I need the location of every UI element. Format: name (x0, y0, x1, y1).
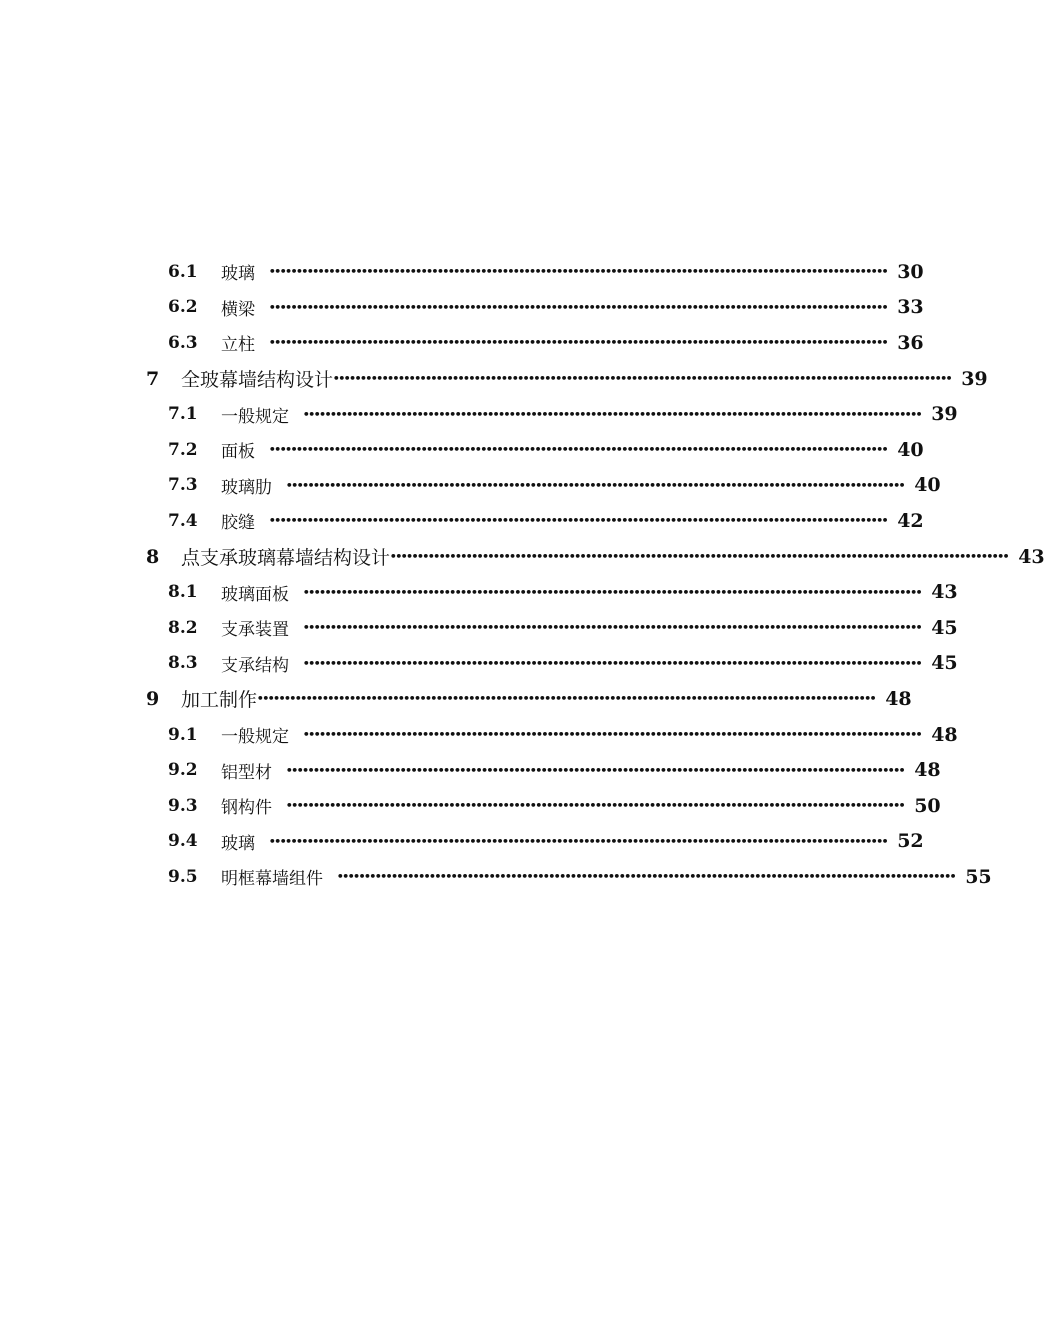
dot-leader: •••••••••••••••••••••••••••••••••••••••••••••••••••••••••••••••••••••••••••••••••••••••••••••••••••••••••••••••••• (337, 870, 956, 884)
section-number: 9.1 (168, 724, 198, 745)
toc-chapter-entry[interactable] (0, 361, 988, 397)
dot-leader: •••••••••••••••••••••••••••••••••••••••••••••••••••••••••••••••••••••••••••••••••••••••••••••••••••••••••••••••••• (269, 336, 888, 350)
dot-leader: •••••••••••••••••••••••••••••••••••••••••••••••••••••••••••••••••••••••••••••••••••••••••••••••••••••••••••••••••• (303, 585, 922, 599)
page-number: 43 (1018, 545, 1045, 568)
page-number: 55 (965, 865, 992, 888)
section-number: 9.3 (168, 795, 198, 816)
page-number: 45 (931, 652, 958, 675)
page-number: 36 (897, 331, 924, 354)
table-of-contents (0, 254, 1045, 895)
page-number: 48 (914, 759, 941, 782)
chapter-title: 加工制作 (181, 689, 258, 712)
section-number: 7.4 (168, 510, 198, 531)
dot-leader: •••••••••••••••••••••••••••••••••••••••••••••••••••••••••••••••••••••••••••••••••••••••••••••••••••••••••••••••••• (269, 265, 888, 279)
section-title: 明框幕墙组件 (221, 869, 323, 890)
toc-entry[interactable] (0, 468, 950, 504)
section-number: 8.3 (168, 653, 198, 674)
toc-entry[interactable] (0, 717, 958, 753)
toc-entry[interactable] (0, 432, 950, 468)
chapter-number: 7 (146, 367, 160, 390)
page-number: 52 (897, 830, 924, 853)
dot-leader: •••••••••••••••••••••••••••••••••••••••••••••••••••••••••••••••••••••••••••••••••••••••••••••••••••••••••••••••••• (257, 692, 876, 706)
page-number: 40 (897, 438, 924, 461)
page-number: 39 (961, 367, 988, 390)
section-number: 7.2 (168, 439, 198, 460)
section-number: 6.3 (168, 332, 198, 353)
section-number: 8.1 (168, 582, 198, 603)
chapter-number: 9 (146, 687, 160, 710)
section-number: 7.3 (168, 475, 198, 496)
section-title: 钢构件 (221, 798, 272, 819)
page-number: 48 (931, 723, 958, 746)
page-number: 48 (885, 687, 912, 710)
section-title: 玻璃 (221, 833, 255, 854)
toc-entry[interactable] (0, 396, 958, 432)
toc-entry[interactable] (0, 254, 950, 290)
dot-leader: •••••••••••••••••••••••••••••••••••••••••••••••••••••••••••••••••••••••••••••••••••••••••••••••••••••••••••••••••• (286, 478, 905, 492)
section-number: 7.1 (168, 404, 198, 425)
page-number: 30 (897, 260, 924, 283)
page-number: 43 (931, 581, 958, 604)
page-number: 33 (897, 296, 924, 319)
toc-entry[interactable] (0, 646, 958, 682)
section-number: 9.2 (168, 760, 198, 781)
dot-leader: •••••••••••••••••••••••••••••••••••••••••••••••••••••••••••••••••••••••••••••••••••••••••••••••••••••••••••••••••• (303, 728, 922, 742)
toc-chapter-entry[interactable] (0, 539, 1045, 575)
toc-entry[interactable] (0, 824, 950, 860)
section-title: 立柱 (221, 335, 255, 356)
chapter-number: 8 (146, 545, 160, 568)
chapter-title: 全玻幕墙结构设计 (181, 369, 334, 392)
dot-leader: •••••••••••••••••••••••••••••••••••••••••••••••••••••••••••••••••••••••••••••••••••••••••••••••••••••••••••••••••• (303, 621, 922, 635)
page-number: 45 (931, 616, 958, 639)
page-number: 40 (914, 474, 941, 497)
section-number: 6.2 (168, 297, 198, 318)
dot-leader: •••••••••••••••••••••••••••••••••••••••••••••••••••••••••••••••••••••••••••••••••••••••••••••••••••••••••••••••••• (269, 443, 888, 457)
dot-leader: •••••••••••••••••••••••••••••••••••••••••••••••••••••••••••••••••••••••••••••••••••••••••••••••••••••••••••••••••• (286, 763, 905, 777)
section-title: 支承结构 (221, 655, 289, 676)
toc-entry[interactable] (0, 574, 958, 610)
toc-chapter-entry[interactable] (0, 681, 950, 717)
page-number: 39 (931, 403, 958, 426)
toc-entry[interactable] (0, 503, 950, 539)
toc-entry[interactable] (0, 290, 950, 326)
dot-leader: •••••••••••••••••••••••••••••••••••••••••••••••••••••••••••••••••••••••••••••••••••••••••••••••••••••••••••••••••• (269, 834, 888, 848)
section-number: 9.4 (168, 831, 198, 852)
section-title: 面板 (221, 442, 255, 463)
section-number: 8.2 (168, 617, 198, 638)
section-title: 一般规定 (221, 727, 289, 748)
toc-entry[interactable] (0, 859, 992, 895)
toc-entry[interactable] (0, 610, 958, 646)
dot-leader: •••••••••••••••••••••••••••••••••••••••••••••••••••••••••••••••••••••••••••••••••••••••••••••••••••••••••••••••••• (333, 372, 952, 386)
section-title: 横梁 (221, 299, 255, 320)
dot-leader: •••••••••••••••••••••••••••••••••••••••••••••••••••••••••••••••••••••••••••••••••••••••••••••••••••••••••••••••••• (303, 407, 922, 421)
section-title: 玻璃肋 (221, 477, 272, 498)
section-title: 玻璃面板 (221, 584, 289, 605)
page-number: 42 (897, 509, 924, 532)
chapter-title: 点支承玻璃幕墙结构设计 (181, 547, 391, 570)
toc-entry[interactable] (0, 788, 950, 824)
section-title: 铝型材 (221, 762, 272, 783)
toc-entry[interactable] (0, 752, 950, 788)
toc-entry[interactable] (0, 325, 950, 361)
section-title: 支承装置 (221, 620, 289, 641)
section-title: 玻璃 (221, 264, 255, 285)
section-title: 一般规定 (221, 406, 289, 427)
dot-leader: •••••••••••••••••••••••••••••••••••••••••••••••••••••••••••••••••••••••••••••••••••••••••••••••••••••••••••••••••• (286, 799, 905, 813)
section-title: 胶缝 (221, 513, 255, 534)
page-number: 50 (914, 794, 941, 817)
dot-leader: •••••••••••••••••••••••••••••••••••••••••••••••••••••••••••••••••••••••••••••••••••••••••••••••••••••••••••••••••• (303, 656, 922, 670)
section-number: 9.5 (168, 866, 198, 887)
section-number: 6.1 (168, 261, 198, 282)
dot-leader: •••••••••••••••••••••••••••••••••••••••••••••••••••••••••••••••••••••••••••••••••••••••••••••••••••••••••••••••••• (269, 514, 888, 528)
dot-leader: •••••••••••••••••••••••••••••••••••••••••••••••••••••••••••••••••••••••••••••••••••••••••••••••••••••••••••••••••• (390, 550, 1009, 564)
dot-leader: •••••••••••••••••••••••••••••••••••••••••••••••••••••••••••••••••••••••••••••••••••••••••••••••••••••••••••••••••• (269, 300, 888, 314)
